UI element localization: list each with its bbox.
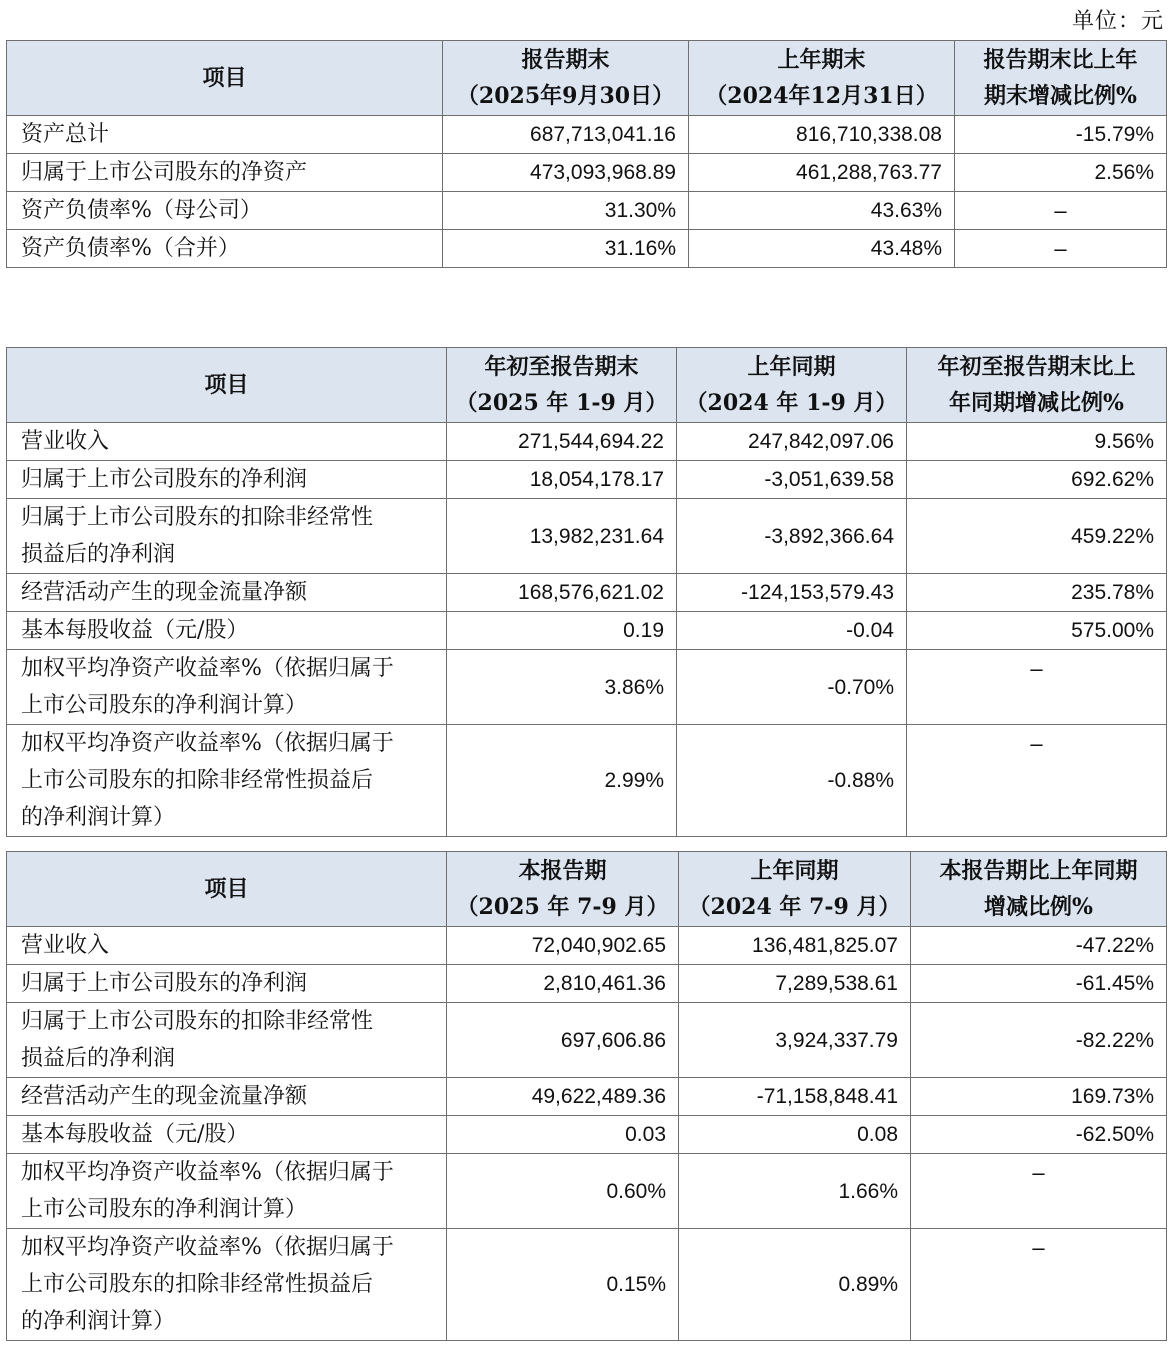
- row-label: 加权平均净资产收益率%（依据归属于 上市公司股东的扣除非经常性损益后 的净利润计算）: [7, 725, 447, 837]
- cell-value: 459.22%: [907, 499, 1167, 574]
- cell-value: -0.88%: [677, 725, 907, 837]
- header-item: 项目: [7, 41, 443, 116]
- table-row: [7, 230, 1167, 268]
- cell-value: 687,713,041.16: [443, 116, 689, 154]
- table-row: [7, 192, 1167, 230]
- row-label: 资产负债率%（合并）: [7, 230, 443, 268]
- table-row: [7, 927, 1167, 965]
- header-change-ratio: 本报告期比上年同期 增减比例%: [911, 852, 1167, 927]
- table-row: [7, 154, 1167, 192]
- cell-value: 2,810,461.36: [447, 965, 679, 1003]
- cell-value: -47.22%: [911, 927, 1167, 965]
- header-change-ratio: 报告期末比上年 期末增减比例%: [955, 41, 1167, 116]
- header-item: 项目: [7, 348, 447, 423]
- cell-value: 235.78%: [907, 574, 1167, 612]
- table-row: [7, 499, 1167, 574]
- cell-value: 0.03: [447, 1116, 679, 1154]
- header-prior-period: 上年同期 （2024 年 7-9 月）: [679, 852, 911, 927]
- cell-value: -124,153,579.43: [677, 574, 907, 612]
- quarter-income-table: [6, 851, 1167, 1341]
- row-label: 营业收入: [7, 423, 447, 461]
- cell-dash: –: [907, 725, 1167, 837]
- cell-value: 0.19: [447, 612, 677, 650]
- table-row: [7, 574, 1167, 612]
- table-row: [7, 461, 1167, 499]
- row-label: 资产负债率%（母公司）: [7, 192, 443, 230]
- cell-value: 0.08: [679, 1116, 911, 1154]
- cell-value: 13,982,231.64: [447, 499, 677, 574]
- cell-value: -61.45%: [911, 965, 1167, 1003]
- header-item: 项目: [7, 852, 447, 927]
- cell-value: 271,544,694.22: [447, 423, 677, 461]
- unit-label: 单位：元: [1071, 9, 1164, 34]
- row-label: 经营活动产生的现金流量净额: [7, 1078, 447, 1116]
- cell-dash: –: [907, 650, 1167, 725]
- table-row: [7, 612, 1167, 650]
- cell-value: 692.62%: [907, 461, 1167, 499]
- row-label: 基本每股收益（元/股）: [7, 1116, 447, 1154]
- header-prior-year-end: 上年期末 （2024年12月31日）: [689, 41, 955, 116]
- cell-value: 461,288,763.77: [689, 154, 955, 192]
- cell-value: 697,606.86: [447, 1003, 679, 1078]
- cell-value: -0.70%: [677, 650, 907, 725]
- cell-dash: –: [955, 230, 1167, 268]
- cell-value: 7,289,538.61: [679, 965, 911, 1003]
- cell-value: 575.00%: [907, 612, 1167, 650]
- cell-value: 3.86%: [447, 650, 677, 725]
- cell-value: 169.73%: [911, 1078, 1167, 1116]
- cell-value: -0.04: [677, 612, 907, 650]
- cell-value: -71,158,848.41: [679, 1078, 911, 1116]
- table-row: [7, 1229, 1167, 1341]
- cell-value: 1.66%: [679, 1154, 911, 1229]
- cell-value: 168,576,621.02: [447, 574, 677, 612]
- row-label: 归属于上市公司股东的扣除非经常性 损益后的净利润: [7, 1003, 447, 1078]
- cell-value: 0.15%: [447, 1229, 679, 1341]
- row-label: 经营活动产生的现金流量净额: [7, 574, 447, 612]
- row-label: 资产总计: [7, 116, 443, 154]
- cell-value: 49,622,489.36: [447, 1078, 679, 1116]
- cell-value: 72,040,902.65: [447, 927, 679, 965]
- cell-value: -82.22%: [911, 1003, 1167, 1078]
- cell-value: 0.89%: [679, 1229, 911, 1341]
- cell-dash: –: [911, 1154, 1167, 1229]
- cell-value: 18,054,178.17: [447, 461, 677, 499]
- table-row: [7, 1116, 1167, 1154]
- cell-value: 247,842,097.06: [677, 423, 907, 461]
- cell-dash: –: [911, 1229, 1167, 1341]
- row-label: 加权平均净资产收益率%（依据归属于 上市公司股东的净利润计算）: [7, 1154, 447, 1229]
- table-row: [7, 1154, 1167, 1229]
- cell-value: 3,924,337.79: [679, 1003, 911, 1078]
- row-label: 基本每股收益（元/股）: [7, 612, 447, 650]
- header-period-end: 报告期末 （2025年9月30日）: [443, 41, 689, 116]
- header-ytd: 年初至报告期末 （2025 年 1-9 月）: [447, 348, 677, 423]
- cell-value: -3,892,366.64: [677, 499, 907, 574]
- cell-value: -62.50%: [911, 1116, 1167, 1154]
- table-row: [7, 116, 1167, 154]
- row-label: 归属于上市公司股东的净资产: [7, 154, 443, 192]
- cell-value: 0.60%: [447, 1154, 679, 1229]
- cell-value: 136,481,825.07: [679, 927, 911, 965]
- cell-value: 9.56%: [907, 423, 1167, 461]
- row-label: 营业收入: [7, 927, 447, 965]
- row-label: 加权平均净资产收益率%（依据归属于 上市公司股东的扣除非经常性损益后 的净利润计算）: [7, 1229, 447, 1341]
- cell-value: 2.99%: [447, 725, 677, 837]
- table-row: [7, 650, 1167, 725]
- header-change-ratio: 年初至报告期末比上 年同期增减比例%: [907, 348, 1167, 423]
- cell-value: -3,051,639.58: [677, 461, 907, 499]
- row-label: 归属于上市公司股东的净利润: [7, 965, 447, 1003]
- cell-value: -15.79%: [955, 116, 1167, 154]
- table-row: [7, 1078, 1167, 1116]
- cell-value: 473,093,968.89: [443, 154, 689, 192]
- table-row: [7, 1003, 1167, 1078]
- cell-value: 816,710,338.08: [689, 116, 955, 154]
- cell-value: 2.56%: [955, 154, 1167, 192]
- table-row: [7, 423, 1167, 461]
- cell-dash: –: [955, 192, 1167, 230]
- table-row: [7, 965, 1167, 1003]
- table-row: [7, 725, 1167, 837]
- row-label: 归属于上市公司股东的净利润: [7, 461, 447, 499]
- row-label: 归属于上市公司股东的扣除非经常性 损益后的净利润: [7, 499, 447, 574]
- ytd-income-table: [6, 347, 1167, 837]
- cell-value: 43.48%: [689, 230, 955, 268]
- balance-sheet-table: [6, 40, 1167, 268]
- cell-value: 43.63%: [689, 192, 955, 230]
- header-current-period: 本报告期 （2025 年 7-9 月）: [447, 852, 679, 927]
- cell-value: 31.30%: [443, 192, 689, 230]
- header-prior-period: 上年同期 （2024 年 1-9 月）: [677, 348, 907, 423]
- row-label: 加权平均净资产收益率%（依据归属于 上市公司股东的净利润计算）: [7, 650, 447, 725]
- cell-value: 31.16%: [443, 230, 689, 268]
